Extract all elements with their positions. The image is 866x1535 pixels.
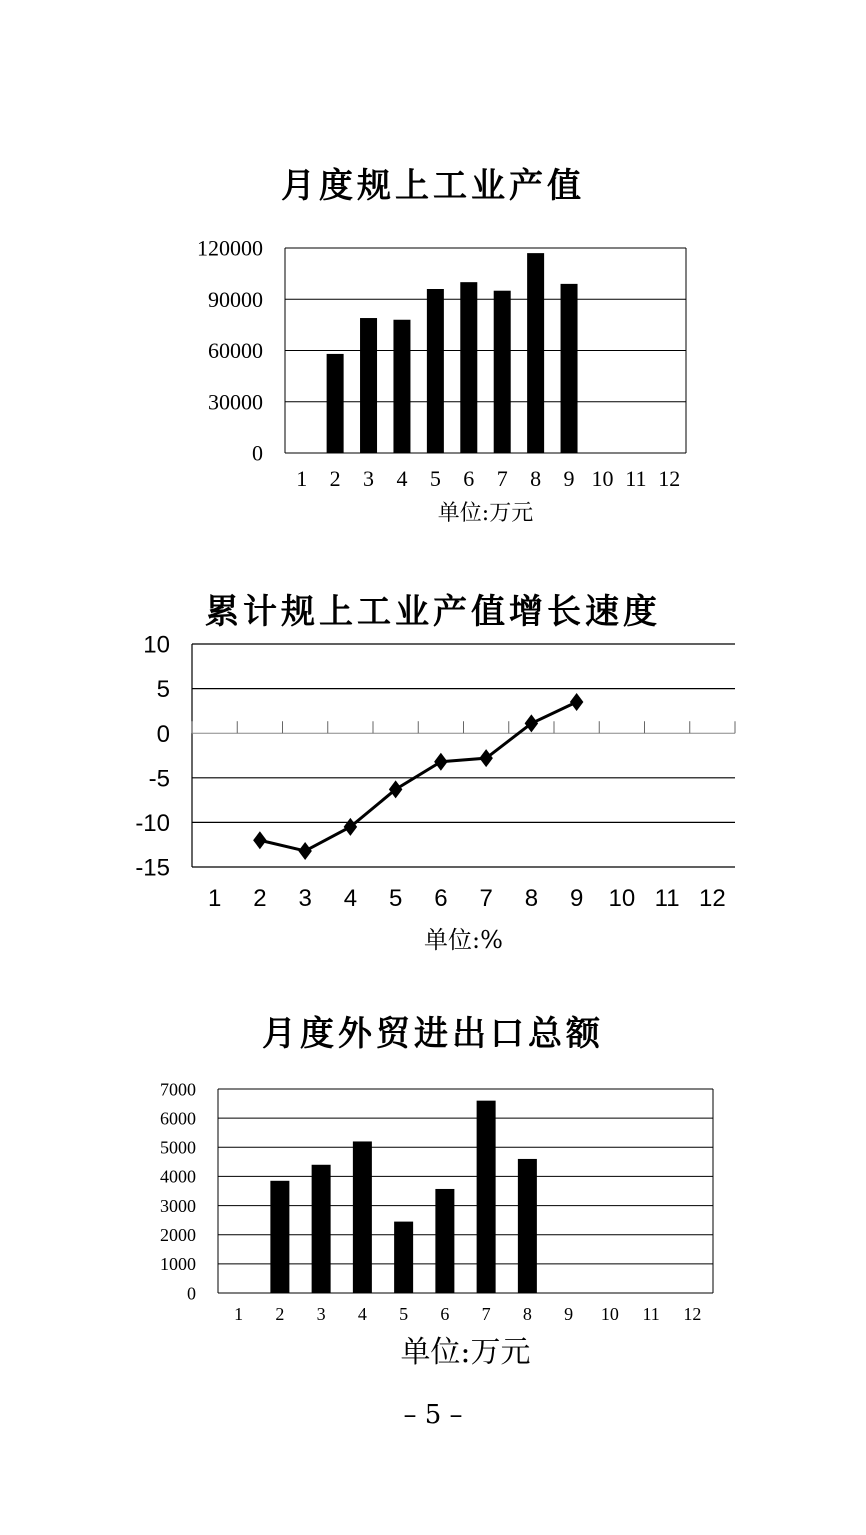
bar-6 [435, 1189, 454, 1293]
y-tick-label: 2000 [160, 1225, 196, 1246]
y-tick-label: 4000 [160, 1166, 196, 1187]
x-tick-label: 3 [298, 885, 312, 912]
x-tick-label: 2 [329, 466, 341, 491]
x-tick-label: 6 [434, 885, 448, 912]
x-tick-label: 1 [296, 466, 308, 491]
x-tick-label: 9 [564, 1304, 574, 1324]
x-tick-label: 8 [530, 466, 542, 491]
y-tick-label: 120000 [197, 235, 263, 261]
x-tick-label: 1 [207, 885, 222, 912]
x-tick-label: 3 [316, 1304, 326, 1324]
x-tick-label: 10 [591, 466, 614, 491]
bar-4 [353, 1141, 372, 1293]
y-tick-label: 90000 [208, 286, 263, 312]
x-tick-label: 2 [275, 1304, 285, 1324]
y-tick-label: 0 [187, 1283, 196, 1304]
x-tick-label: 8 [522, 1304, 532, 1324]
y-tick-label: 3000 [160, 1195, 196, 1216]
x-tick-label: 12 [699, 885, 726, 912]
chart1-title: 月度规上工业产值 [281, 166, 585, 206]
x-tick-label: 3 [363, 466, 375, 491]
y-tick-label: 0 [156, 720, 170, 748]
bar-8 [518, 1159, 537, 1293]
x-tick-label: 9 [569, 885, 584, 912]
y-tick-label: 1000 [160, 1254, 196, 1275]
x-tick-label: 11 [654, 885, 680, 912]
x-tick-label: 7 [496, 466, 508, 491]
x-tick-label: 11 [625, 466, 647, 491]
x-tick-label: 8 [524, 885, 539, 912]
x-tick-label: 10 [600, 1304, 619, 1324]
x-tick-label: 12 [658, 466, 681, 491]
x-tick-label: 12 [683, 1304, 702, 1324]
y-tick-label: 7000 [160, 1079, 196, 1100]
x-tick-label: 7 [479, 885, 493, 912]
bar-3 [312, 1165, 331, 1293]
x-tick-label: 7 [481, 1304, 491, 1324]
bar-5 [394, 1222, 413, 1293]
x-tick-label: 5 [429, 466, 441, 491]
x-tick-label: 4 [396, 466, 408, 491]
x-tick-label: 5 [399, 1304, 409, 1324]
x-tick-label: 4 [343, 885, 358, 912]
y-tick-label: -15 [135, 854, 170, 882]
y-tick-label: 30000 [208, 389, 263, 415]
x-tick-label: 6 [463, 466, 475, 491]
y-tick-label: 0 [252, 440, 263, 466]
unit-label: 单位:万元 [400, 1335, 531, 1370]
x-tick-label: 4 [357, 1304, 367, 1324]
chart2-title: 累计规上工业产值增长速度 [205, 592, 661, 632]
y-tick-label: -5 [148, 765, 170, 793]
y-tick-label: 5000 [160, 1137, 196, 1158]
y-tick-label: 5 [156, 676, 170, 704]
chart3-title: 月度外贸进出口总额 [262, 1014, 604, 1054]
bar-7 [477, 1101, 496, 1293]
x-tick-label: 2 [253, 885, 267, 912]
x-tick-label: 6 [440, 1304, 450, 1324]
y-tick-label: -10 [135, 810, 170, 838]
x-tick-label: 10 [608, 885, 636, 912]
y-tick-label: 60000 [208, 338, 263, 364]
y-tick-label: 6000 [160, 1108, 196, 1129]
x-tick-label: 5 [388, 885, 403, 912]
y-tick-label: 10 [143, 631, 170, 659]
x-tick-label: 9 [563, 466, 575, 491]
unit-label: 单位:% [424, 926, 503, 954]
page-number: – 5 – [403, 1400, 463, 1430]
x-tick-label: 1 [234, 1304, 244, 1324]
x-tick-label: 11 [642, 1304, 660, 1324]
bar-2 [270, 1181, 289, 1293]
unit-label: 单位:万元 [437, 501, 534, 526]
